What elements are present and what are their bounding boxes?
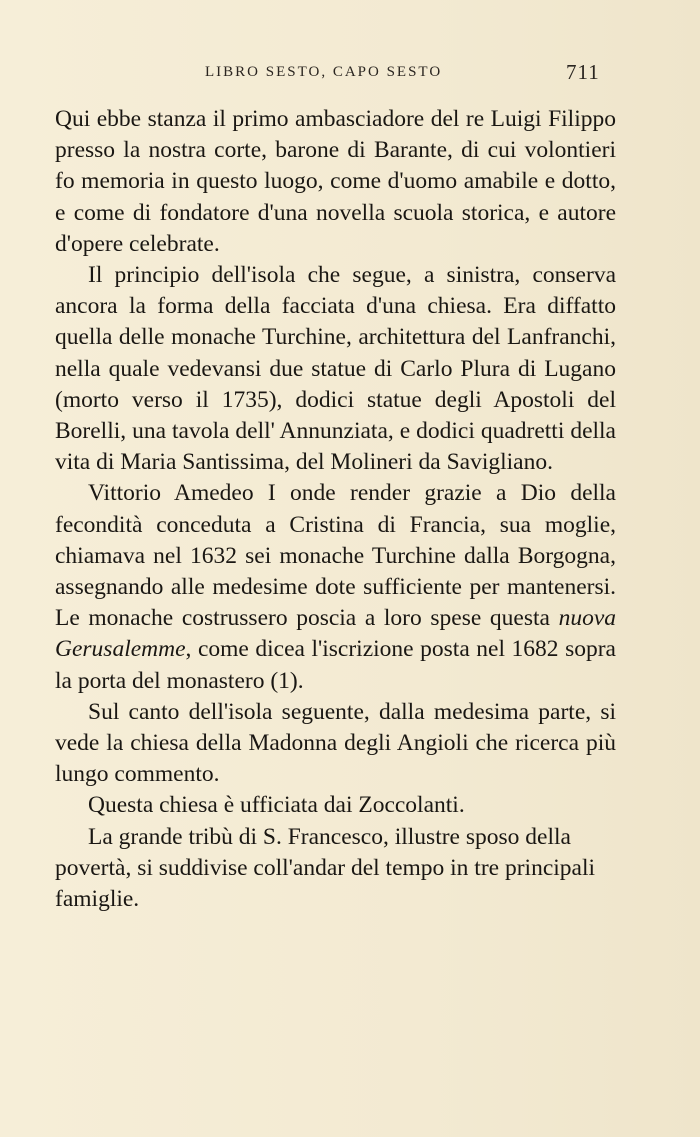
italic-phrase: nuova Gerusalemme xyxy=(55,605,616,663)
paragraph-vittorio-amedeo xyxy=(55,478,616,696)
paragraph-madonna-angioli: Sul canto dell'isola seguente, dalla medesima parte, si vede la chiesa della Madonna degli Angioli che ricerca più lungo commento. xyxy=(55,698,616,788)
running-head: LIBRO SESTO, CAPO SESTO xyxy=(205,64,443,80)
page-number: 711 xyxy=(566,60,600,84)
paragraph-turchine-church: Il principio dell'isola che segue, a sinistra, conserva ancora la forma della facciata d'una chiesa. Era diffatto quella delle monache Turchine, architettura del Lanfranchi, nella quale vedevansi due statue di Carlo Plura di Lugano (morto verso il 1735), dodici statue degli Apostoli del Borelli, una tavola dell' Annunziata, e dodici quadretti della vita di Maria Santissima, del Molineri da Savigliano. xyxy=(55,262,616,476)
paragraph-zoccolanti: Questa chiesa è ufficiata dai Zoccolanti. xyxy=(88,792,465,819)
body-text xyxy=(55,104,616,915)
paragraph-san-francesco: La grande tribù di S. Francesco, illustre sposo della povertà, si suddivise coll'andar del tempo in tre principali famiglie. xyxy=(55,823,596,913)
paragraph-barante: Qui ebbe stanza il primo ambasciadore del re Luigi Filippo presso la nostra corte, barone di Barante, di cui volontieri fo memoria in questo luogo, come d'uomo amabile e dotto, e come di fondatore d'una novella scuola storica, e autore d'opere celebrate. xyxy=(55,106,616,257)
paragraph-text-after-italic: , come dicea l'iscrizione posta nel 1682 sopra la porta del monastero (1). xyxy=(55,636,616,694)
paragraph-text-before-italic: Vittorio Amedeo I onde render grazie a Dio della fecondità conceduta a Cristina di Francia, sua moglie, chiamava nel 1632 sei monache Turchine dalla Borgogna, assegnando alle medesime dote sufficiente per mantenersi. Le monache costrussero poscia a loro spese questa xyxy=(55,480,616,632)
page-header xyxy=(0,60,700,90)
